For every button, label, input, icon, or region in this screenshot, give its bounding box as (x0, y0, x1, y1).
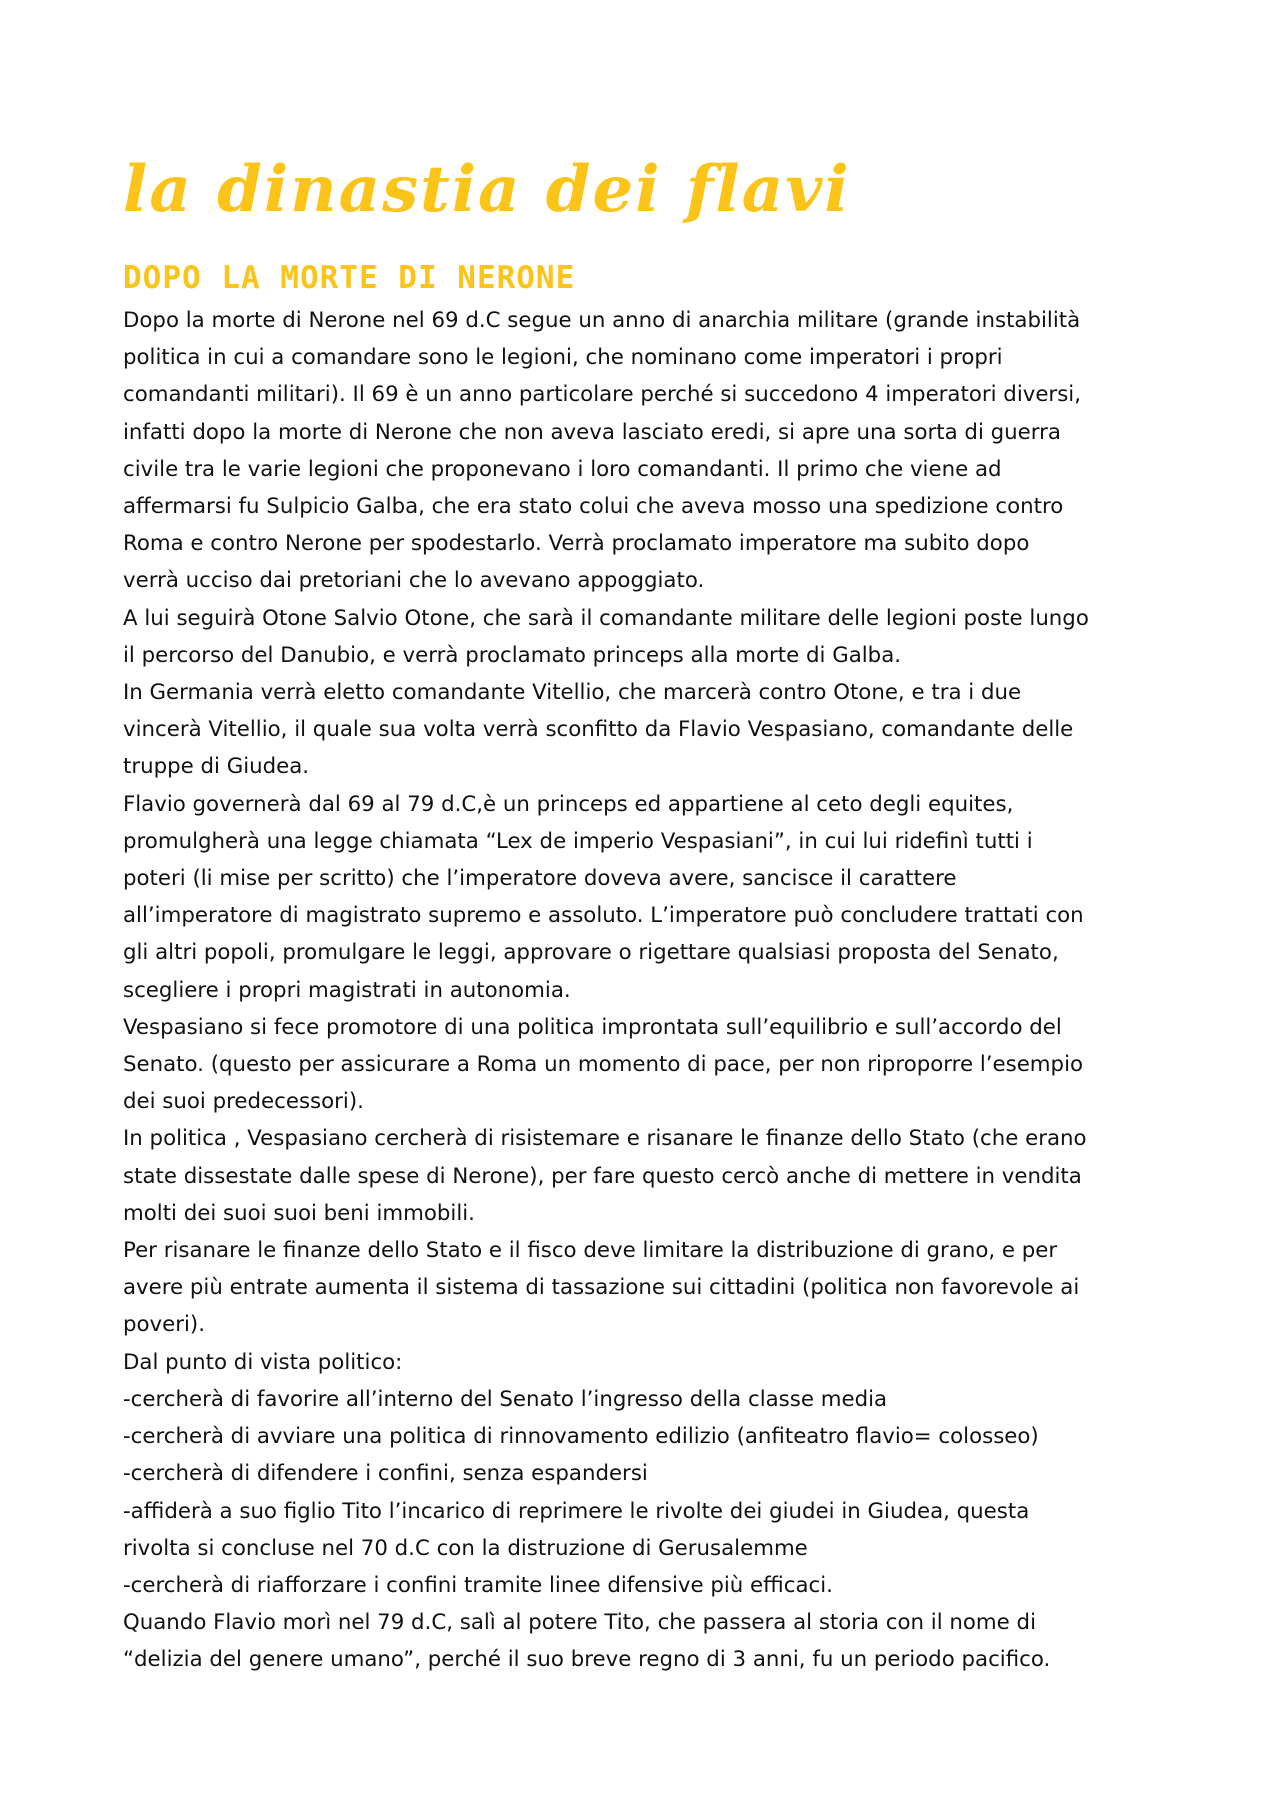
text-line: -cercherà di difendere i confini, senza espandersi (123, 1461, 648, 1487)
text-line: rivolta si concluse nel 70 d.C con la distruzione di Gerusalemme (123, 1535, 808, 1561)
text-line: -affiderà a suo figlio Tito l’incarico di reprimere le rivolte dei giudei in Giudea, questa (123, 1498, 1030, 1524)
text-line: In Germania verrà eletto comandante Vitellio, che marcerà contro Otone, e tra i due (123, 680, 1022, 706)
text-line: poveri). (123, 1312, 206, 1338)
text-line: “delizia del genere umano”, perché il suo breve regno di 3 anni, fu un periodo pacifico. (123, 1647, 1051, 1673)
text-line: -cercherà di favorire all’interno del Senato l’ingresso della classe media (123, 1386, 888, 1412)
text-line: verrà ucciso dai pretoriani che lo avevano appoggiato. (123, 568, 705, 594)
text-line: all’imperatore di magistrato supremo e assoluto. L’imperatore può concludere trattati con (123, 903, 1084, 929)
text-line: -cercherà di avviare una politica di rinnovamento edilizio (anfiteatro flavio= colosseo) (123, 1424, 1039, 1450)
text-line: comandanti militari). Il 69 è un anno particolare perché si succedono 4 imperatori diversi, (123, 382, 1081, 408)
text-line: truppe di Giudea. (123, 754, 310, 780)
text-line: -cercherà di riafforzare i confini tramite linee difensive più efficaci. (123, 1572, 833, 1598)
text-line: affermarsi fu Sulpicio Galba, che era stato colui che aveva mosso una spedizione contro (123, 494, 1064, 520)
text-line: vincerà Vitellio, il quale sua volta verrà sconfitto da Flavio Vespasiano, comandante delle (123, 717, 1074, 743)
text-line: civile tra le varie legioni che proponevano i loro comandanti. Il primo che viene ad (123, 456, 1002, 482)
text-line: In politica , Vespasiano cercherà di risistemare e risanare le finanze dello Stato (che erano (123, 1126, 1087, 1152)
section-heading: DOPO LA MORTE DI NERONE (123, 260, 576, 296)
text-line: Senato. (questo per assicurare a Roma un momento di pace, per non riproporre l’esempio (123, 1052, 1084, 1078)
text-line: scegliere i propri magistrati in autonomia. (123, 977, 571, 1003)
text-line: gli altri popoli, promulgare le leggi, approvare o rigettare qualsiasi proposta del Senato, (123, 940, 1059, 966)
text-line: Dopo la morte di Nerone nel 69 d.C segue un anno di anarchia militare (grande instabilità (123, 308, 1081, 333)
text-line: dei suoi predecessori). (123, 1089, 364, 1115)
text-line: il percorso del Danubio, e verrà proclamato princeps alla morte di Galba. (123, 642, 902, 668)
text-line: Per risanare le finanze dello Stato e il fisco deve limitare la distribuzione di grano, e per (123, 1238, 1058, 1264)
text-line: Flavio governerà dal 69 al 79 d.C,è un princeps ed appartiene al ceto degli equites, (123, 791, 1014, 817)
text-line: poteri (li mise per scritto) che l’imperatore doveva avere, sancisce il carattere (123, 866, 957, 892)
text-line: avere più entrate aumenta il sistema di tassazione sui cittadini (politica non favorevole ai (123, 1275, 1080, 1301)
text-line: promulgherà una legge chiamata “Lex de imperio Vespasiani”, in cui lui ridefinì tutti i (123, 828, 1033, 854)
text-line: molti dei suoi suoi beni immobili. (123, 1200, 475, 1226)
text-line: Vespasiano si fece promotore di una politica improntata sull’equilibrio e sull’accordo del (123, 1014, 1062, 1040)
text-line: Roma e contro Nerone per spodestarlo. Verrà proclamato imperatore ma subito dopo (123, 531, 1030, 557)
document-page (123, 150, 1183, 1679)
text-line: infatti dopo la morte di Nerone che non aveva lasciato eredi, si apre una sorta di guerra (123, 419, 1061, 445)
text-line: Quando Flavio morì nel 79 d.C, salì al potere Tito, che passera al storia con il nome di (123, 1610, 1036, 1636)
page-title: la dinastia dei flavi (123, 152, 851, 227)
text-line: A lui seguirà Otone Salvio Otone, che sarà il comandante militare delle legioni poste lungo (123, 605, 1089, 631)
text-line: state dissestate dalle spese di Nerone), per fare questo cercò anche di mettere in vendita (123, 1163, 1082, 1189)
text-line: politica in cui a comandare sono le legioni, che nominano come imperatori i propri (123, 345, 1003, 371)
body-text (123, 302, 1183, 1679)
text-line: Dal punto di vista politico: (123, 1349, 403, 1375)
